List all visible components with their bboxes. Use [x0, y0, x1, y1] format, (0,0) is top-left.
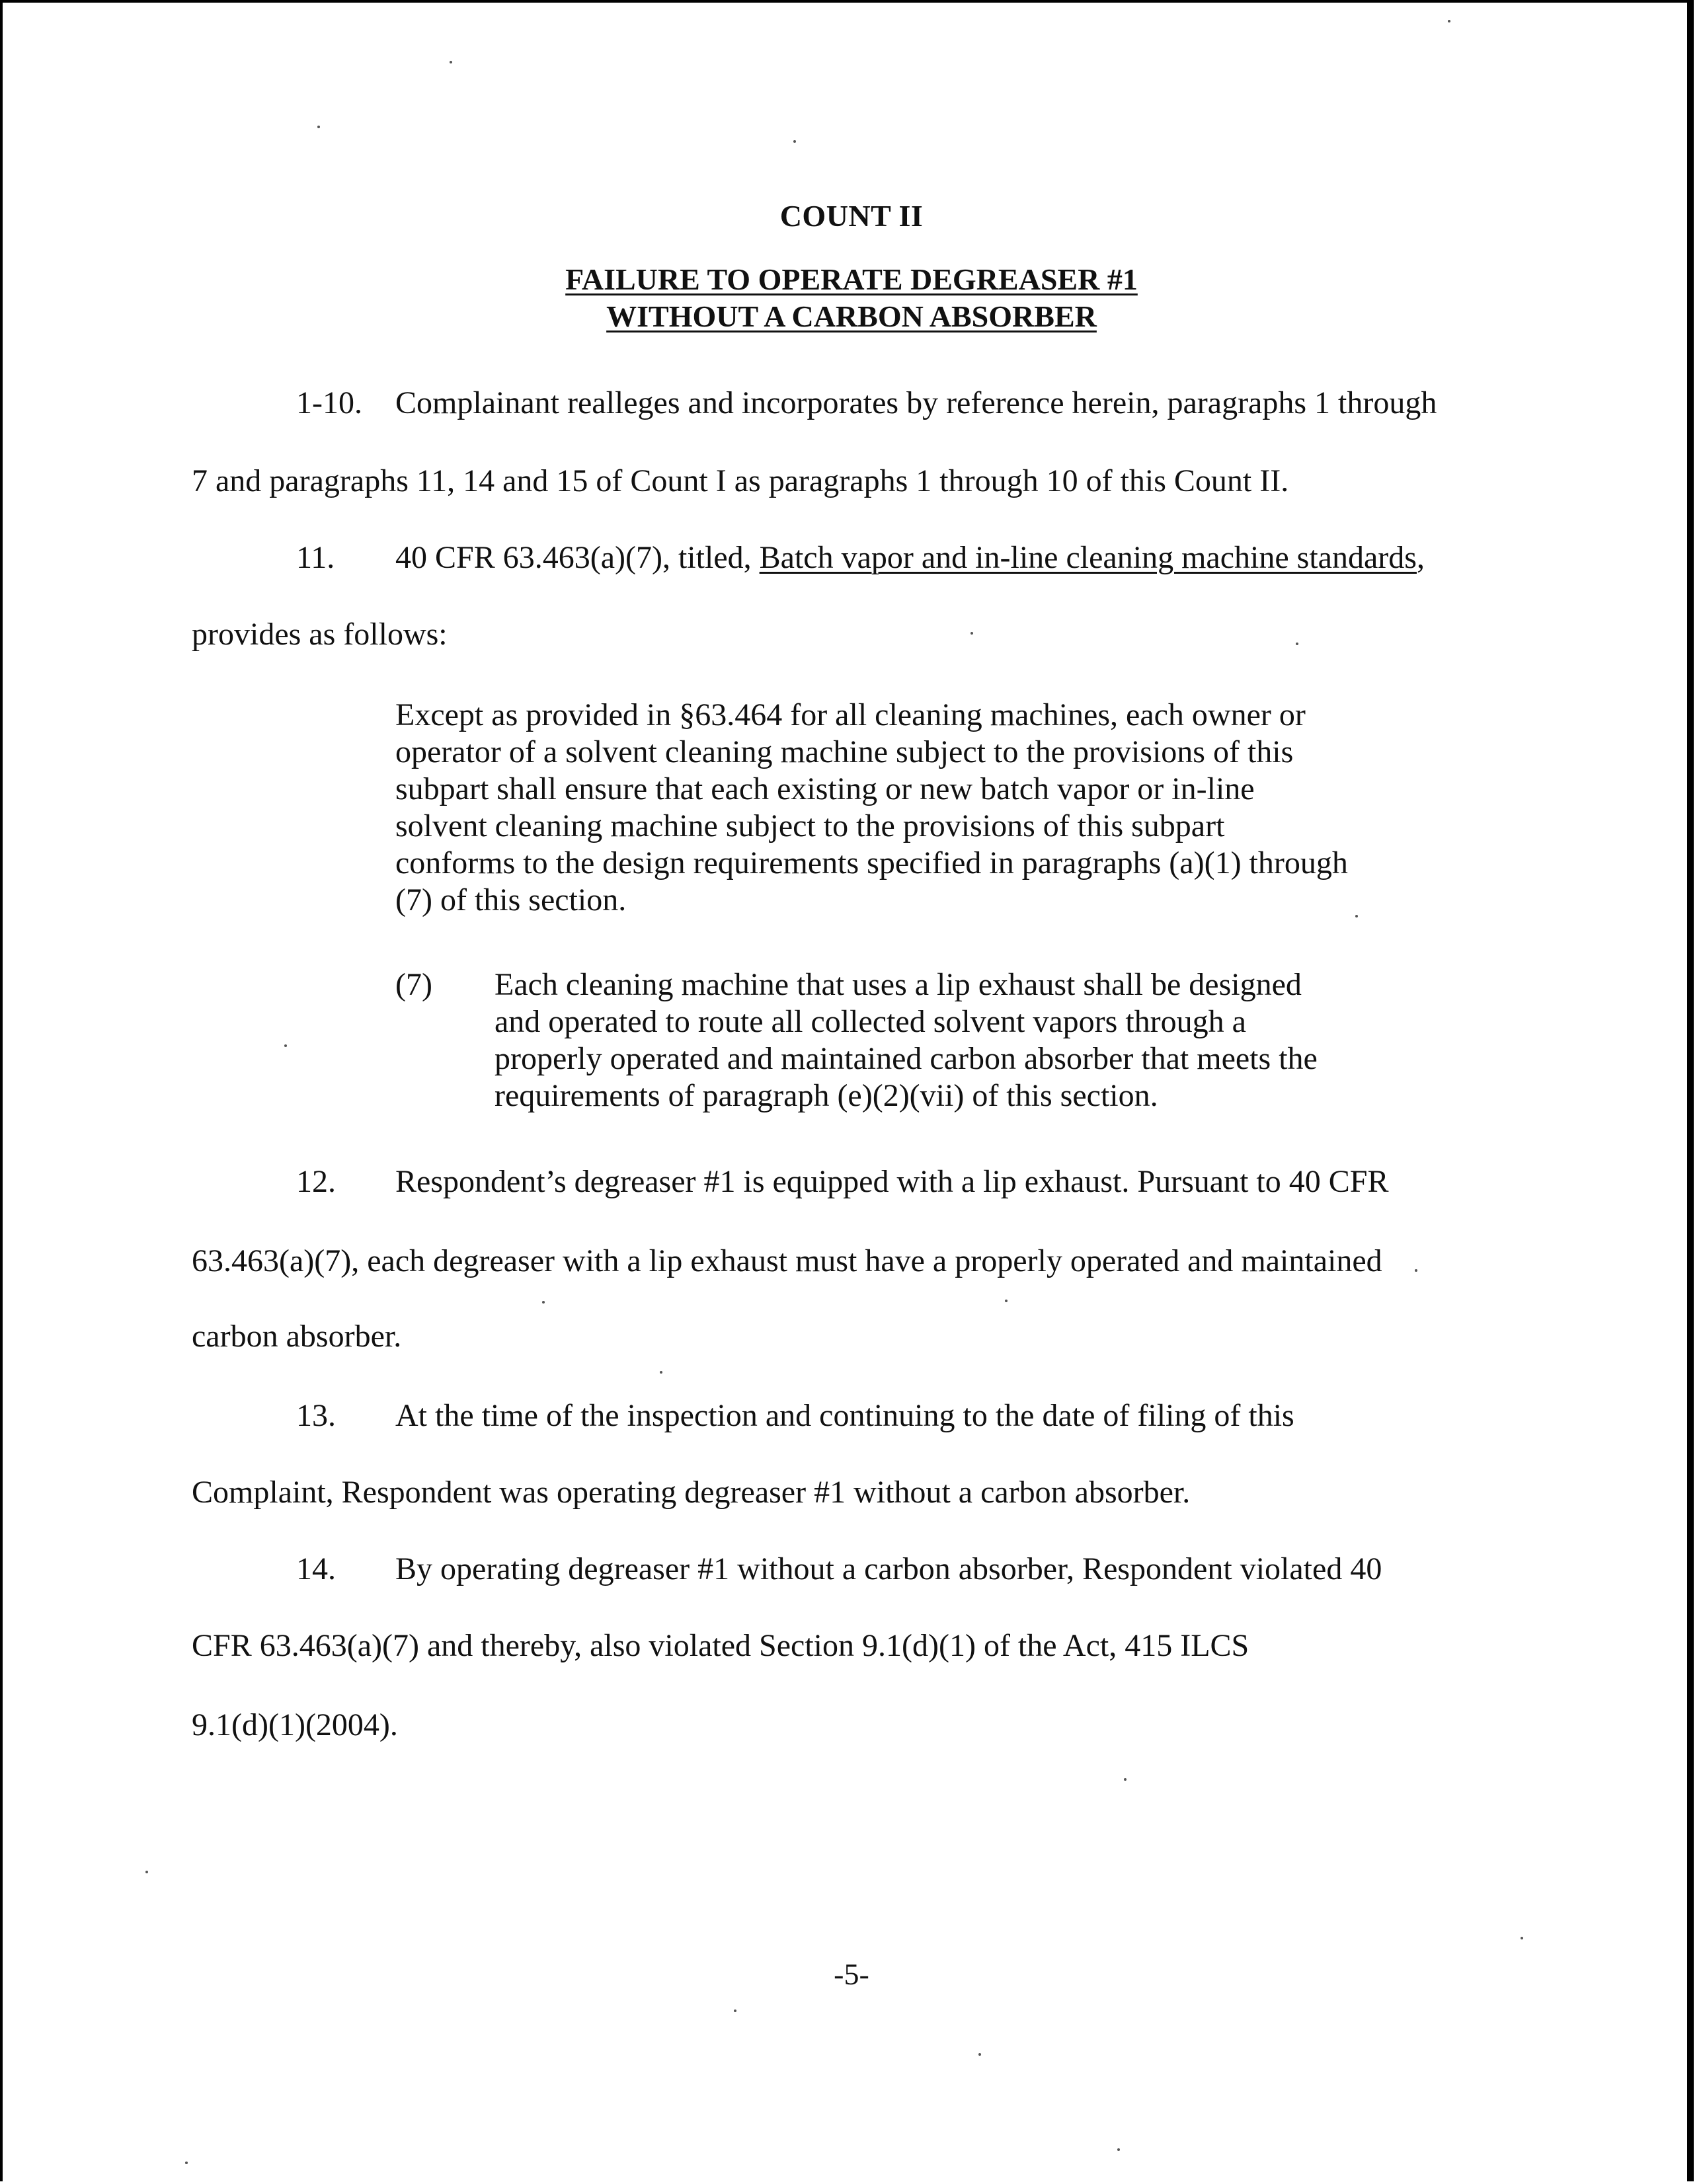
quote-subparagraph-line: Each cleaning machine that uses a lip exhaust shall be designed	[495, 967, 1302, 1002]
quote-subparagraph-line: properly operated and maintained carbon absorber that meets the	[495, 1041, 1318, 1076]
paragraph-14-line-2: CFR 63.463(a)(7) and thereby, also violated Section 9.1(d)(1) of the Act, 415 ILCS	[192, 1628, 1249, 1663]
quote-subparagraph-number: (7)	[395, 967, 432, 1002]
paragraph-12-line-2: 63.463(a)(7), each degreaser with a lip exhaust must have a properly operated and maintained	[192, 1243, 1382, 1278]
scan-speck	[1415, 1269, 1417, 1272]
count-title-line-2: WITHOUT A CARBON ABSORBER	[606, 299, 1097, 333]
paragraph-14-line-1: By operating degreaser #1 without a carbon absorber, Respondent violated 40	[395, 1551, 1382, 1586]
scan-speck	[542, 1301, 545, 1304]
quote-subparagraph-line: and operated to route all collected solvent vapors through a	[495, 1004, 1246, 1039]
scan-speck	[450, 61, 452, 63]
quote-line: Except as provided in §63.464 for all cleaning machines, each owner or	[395, 697, 1306, 732]
scan-speck	[734, 2009, 736, 2012]
scan-speck	[978, 2053, 981, 2056]
count-title-line-1: FAILURE TO OPERATE DEGREASER #1	[565, 262, 1138, 296]
quote-subparagraph-line: requirements of paragraph (e)(2)(vii) of this section.	[495, 1078, 1158, 1113]
paragraph-1-10-line-2: 7 and paragraphs 11, 14 and 15 of Count I as paragraphs 1 through 10 of this Count II.	[192, 463, 1289, 498]
paragraph-12-line-1: Respondent’s degreaser #1 is equipped with a lip exhaust. Pursuant to 40 CFR	[395, 1164, 1389, 1199]
paragraph-12-line-3: carbon absorber.	[192, 1319, 402, 1354]
paragraph-11-line-2: provides as follows:	[192, 617, 448, 652]
scan-speck	[793, 140, 796, 143]
paragraph-number-14: 14.	[296, 1551, 336, 1586]
scan-speck	[970, 632, 973, 635]
scan-speck	[1124, 1778, 1127, 1781]
scan-speck	[317, 126, 320, 128]
paragraph-11-line-1	[395, 542, 1425, 574]
page-number: -5-	[834, 1957, 869, 1991]
standard-title-underlined: Batch vapor and in-line cleaning machine standards	[759, 540, 1417, 575]
paragraph-1-10-line-1: Complainant realleges and incorporates by reference herein, paragraphs 1 through	[395, 385, 1437, 420]
scan-speck	[1005, 1300, 1008, 1302]
quote-line: subpart shall ensure that each existing or new batch vapor or in-line	[395, 771, 1255, 806]
paragraph-13-line-1: At the time of the inspection and continuing to the date of filing of this	[395, 1398, 1294, 1433]
paragraph-number-13: 13.	[296, 1398, 336, 1433]
scan-speck	[1448, 20, 1450, 22]
scan-speck	[145, 1871, 148, 1873]
paragraph-14-line-3: 9.1(d)(1)(2004).	[192, 1707, 398, 1742]
scan-speck	[284, 1044, 287, 1047]
quote-line: conforms to the design requirements specified in paragraphs (a)(1) through	[395, 845, 1348, 880]
quote-line: solvent cleaning machine subject to the provisions of this subpart	[395, 808, 1225, 843]
quote-line: operator of a solvent cleaning machine subject to the provisions of this	[395, 734, 1294, 769]
paragraph-number-1-10: 1-10.	[296, 385, 362, 420]
count-heading: COUNT II	[779, 199, 924, 233]
cfr-reference: 40 CFR 63.463(a)(7), titled,	[395, 540, 760, 575]
scan-speck	[1355, 915, 1358, 917]
scan-speck	[660, 1371, 662, 1374]
paragraph-13-line-2: Complaint, Respondent was operating degreaser #1 without a carbon absorber.	[192, 1475, 1191, 1510]
quote-line: (7) of this section.	[395, 882, 627, 917]
scan-speck	[185, 2162, 188, 2164]
paragraph-number-12: 12.	[296, 1164, 336, 1199]
scan-speck	[1296, 643, 1298, 645]
comma: ,	[1416, 540, 1425, 575]
paragraph-number-11: 11.	[296, 540, 335, 575]
scan-speck	[1117, 2148, 1120, 2151]
scan-speck	[1521, 1937, 1523, 1939]
